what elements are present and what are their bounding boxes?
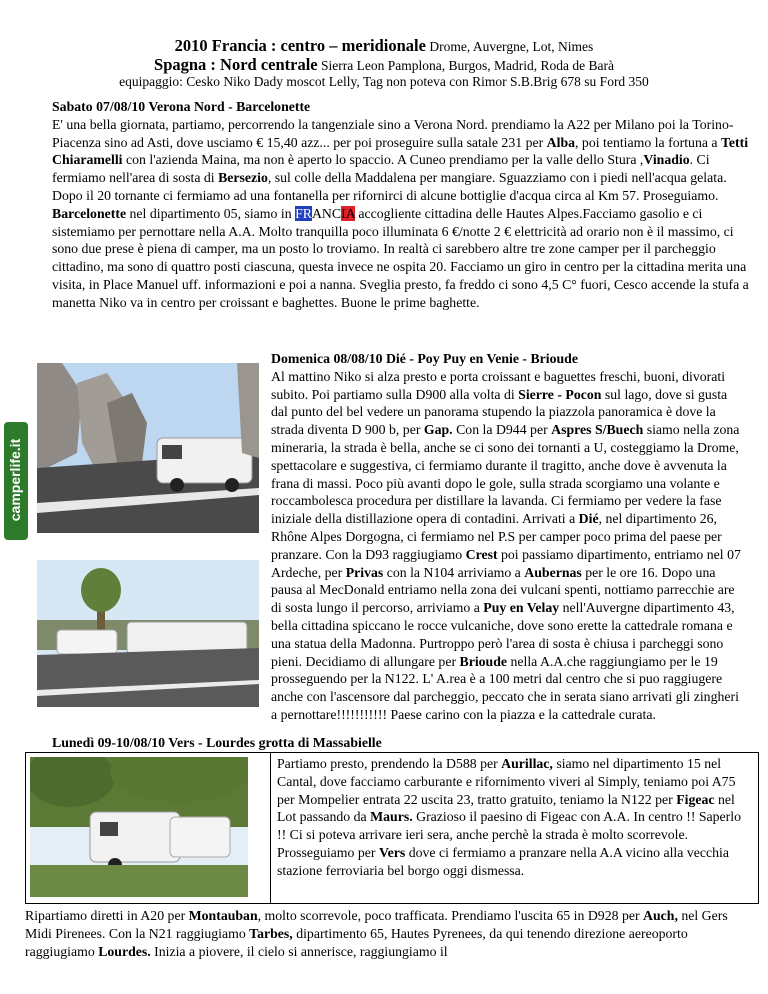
paragraph-continuation [25,907,750,960]
crew-line: equipaggio: Cesko Niko Dady moscot Lelly, Tag non poteva con Rimor S.B.Brig 678 su Ford 350 [119,74,649,89]
place-name: Alba [546,134,576,150]
place-name: Barcelonette [52,205,127,221]
title-regions: Drome, Auvergne, Lot, Nimes [425,39,594,54]
subtitle-places: Sierra Leon Pamplona, Burgos, Madrid, Roda de Barà [317,58,614,73]
place-name: Aurillac, [501,756,553,771]
place-name: Bersezio [218,170,268,186]
paragraph: E' una bella giornata, partiamo, percorrendo la tangenziale sino a Verona Nord. prendiamo la A22 per Milano poi la Torino-Piacenza sino ad Asti, dove usciamo € 15,40 azz... per poi proseguire sulla satale 231 per Alba, poi tentiamo la fortuna a Tetti Chiaramelli con l'azienda Maina, ma non è aperto lo spaccio. A Cuneo prendiamo per la valle dello Stura ,Vinadio. Ci fermiamo nell'area di sosta di Bersezio, sul colle della Maddalena per mangiare. Sguazziamo con i piedi nell'acqua gelata. Dopo il 20 tornante ci fermiamo ad una fontanella per rifornirci di alcune bottiglie d'acqua circa al Km 57. Proseguiamo. [52,116,749,203]
place-name: Lourdes. [98,943,151,959]
highlight-red: IA [341,205,355,221]
title-line-2 [0,55,768,75]
place-name: Aspres S/Buech [551,422,644,438]
paragraph: Partiamo presto, prendendo la D588 per Aurillac, siamo nel dipartimento 15 nel Cantal, dove facciamo carburante e rifornimento viveri al Simply, teniamo poi A75 per Mompelier entrata 22 uscita 23, tratto gratuito, teniamo la N122 per Figeac nel Lot passando da Maurs. Grazioso il paesino di Figeac con A.A. In centro !! Saperlo !! Ci si poteva arrivare ieri sera, anche perchè la strada è molto scorrevole. Prosseguiamo per Vers dove ci fermiamo a pranzare nella A.A vicino alla vecchia stazione ferroviaria bel borgo oggi dismessa. [277,756,742,878]
day-section-saturday [52,98,752,312]
place-name: Vers [378,844,406,860]
day-title: Sabato 07/08/10 Verona Nord - Barcelonette [52,99,311,114]
place-name: Montauban [188,908,258,923]
day-title: Domenica 08/08/10 Dié - Poy Puy en Venie - Brioude [271,351,578,366]
day-title: Lunedì 09-10/08/10 Vers - Lourdes grotta di Massabielle [52,735,382,750]
place-name: Sierre - Pocon [518,386,602,402]
place-name: Puy en Velay [483,600,560,616]
place-name: Brioude [459,653,508,669]
paragraph: Ripartiamo diretti in A20 per Montauban, molto scorrevole, poco trafficata. Prendiamo l'uscita 65 in D928 per Auch, nel Gers Midi Pirenees. Con la N21 raggiugiamo Tarbes, dipartimento 65, Hautes Pyrenees, da qui tenendo direzione aereoporto raggiugiamo Lourdes. Inizia a piovere, il cielo si annerisce, raggiungiamo il [25,908,728,959]
table-divider [270,753,271,903]
camperlife-logo: camperlife.it [4,422,28,540]
place-name: Auch, [643,908,678,923]
place-name: Privas [345,564,384,580]
photo-camper-area [37,560,259,707]
day-section-monday [277,755,747,880]
subtitle-main: Spagna : Nord centrale [154,55,318,74]
place-name: Tetti Chiaramelli [52,134,749,168]
place-name: Figeac [676,791,715,807]
place-name: Dié [578,511,599,527]
place-name: Maurs. [370,809,413,825]
paragraph: Barcelonette nel dipartimento 05, siamo in FRANCIA accogliente cittadina delle Hautes Alpes.Facciamo gasolio e ci sistemiamo per pernottare nella A.A. Molto tranquilla poco illuminata 6 €/notte 2 € elettricità ad orario non è il massimo, ci sono due prese è piena di camper, ma un posto lo troviamo. In realtà ci sarebbero altre tre zone camper per il parcheggio cittadino, ma sono di quattro posti ciascuna, questa invece ne ospita 20. Facciamo un giro in centro per la cittadina merita una visita, in Place Manuel uff. informazioni e poi a nanna. Sveglia presto, fa freddo ci sono 4,5 C° fuori, Cesco accende la stufa a manetta Niko va in centro per croissant e baghettes. Buone le prime baghette. [52,205,749,310]
photo-camper-rocks [37,363,259,533]
highlight-blue: FR [295,205,312,221]
paragraph: Al mattino Niko si alza presto e porta croissant e baguettes freschi, buoni, divorati subito. Poi partiamo sulla D900 alla volta di Sierre - Pocon sul lago, dove si gusta dal punto del bel vedere un panorama stupendo la piazzola panoramica è dove la strada diventa D 900 b, per Gap. Con la D944 per Aspres S/Buech siamo nella zona mineraria, la strada è bella, anche se ci sono dei tornanti a U, costeggiamo la Drome, spettacolare e suggestiva, ci fermiamo durante il tragitto, anche dove è avvenuta la frana di massi. Poco più avanti dopo le gole, sulla strada scorgiamo una volante e roccambolesca procedura per distillare la lavanda. Ci fermiamo per vedere la fase iniziale della distillazione opera di contadini. Arrivati a Dié, nel dipartimento 26, Rhône Alpes Dorgogna, ci fermiamo nel P.S per camper poco prima del paese per pranzare. Con la D93 raggiugiamo Crest poi passiamo dipartimento, entriamo nel 07 Ardeche, per Privas con la N104 arriviamo a Aubernas per le ore 16. Dopo una pausa al MecDonald entriamo nella zona dei vulcani spenti, nottiamo parrecchie are di sosta lungo il percorso, arriviamo a Puy en Velay nell'Auvergne dipartimento 43, bella cittadina spiccano le rocce vulcaniche, dove sono erette la cattedrale romana e una statua della Madonna. Purtroppo però l'area di sosta è chiusa i parcheggi sono pieni. Decidiamo di allungare per Brioude nella A.A.che raggiungiamo per le 19 prosseguendo per la N122. L' A.rea è a 100 metri dal centro che si puo raggiugere anche con l'ascensore dal parcheggio, peccato che in serata siano arrivati gli zingheri a pernottare!!!!!!!!!!! Paese carino con la piazza e la cattedrale curata. [271,368,741,722]
place-name: Aubernas [524,564,582,580]
place-name: Tarbes, [249,925,293,941]
place-name: Gap. [423,422,453,438]
title-main: 2010 Francia : centro – meridionale [174,36,426,55]
title-line-1 [0,36,768,56]
day-section-sunday [271,350,741,724]
photo-campers-trees [30,757,248,897]
place-name: Crest [465,546,498,562]
place-name: Vinadio [643,152,690,168]
